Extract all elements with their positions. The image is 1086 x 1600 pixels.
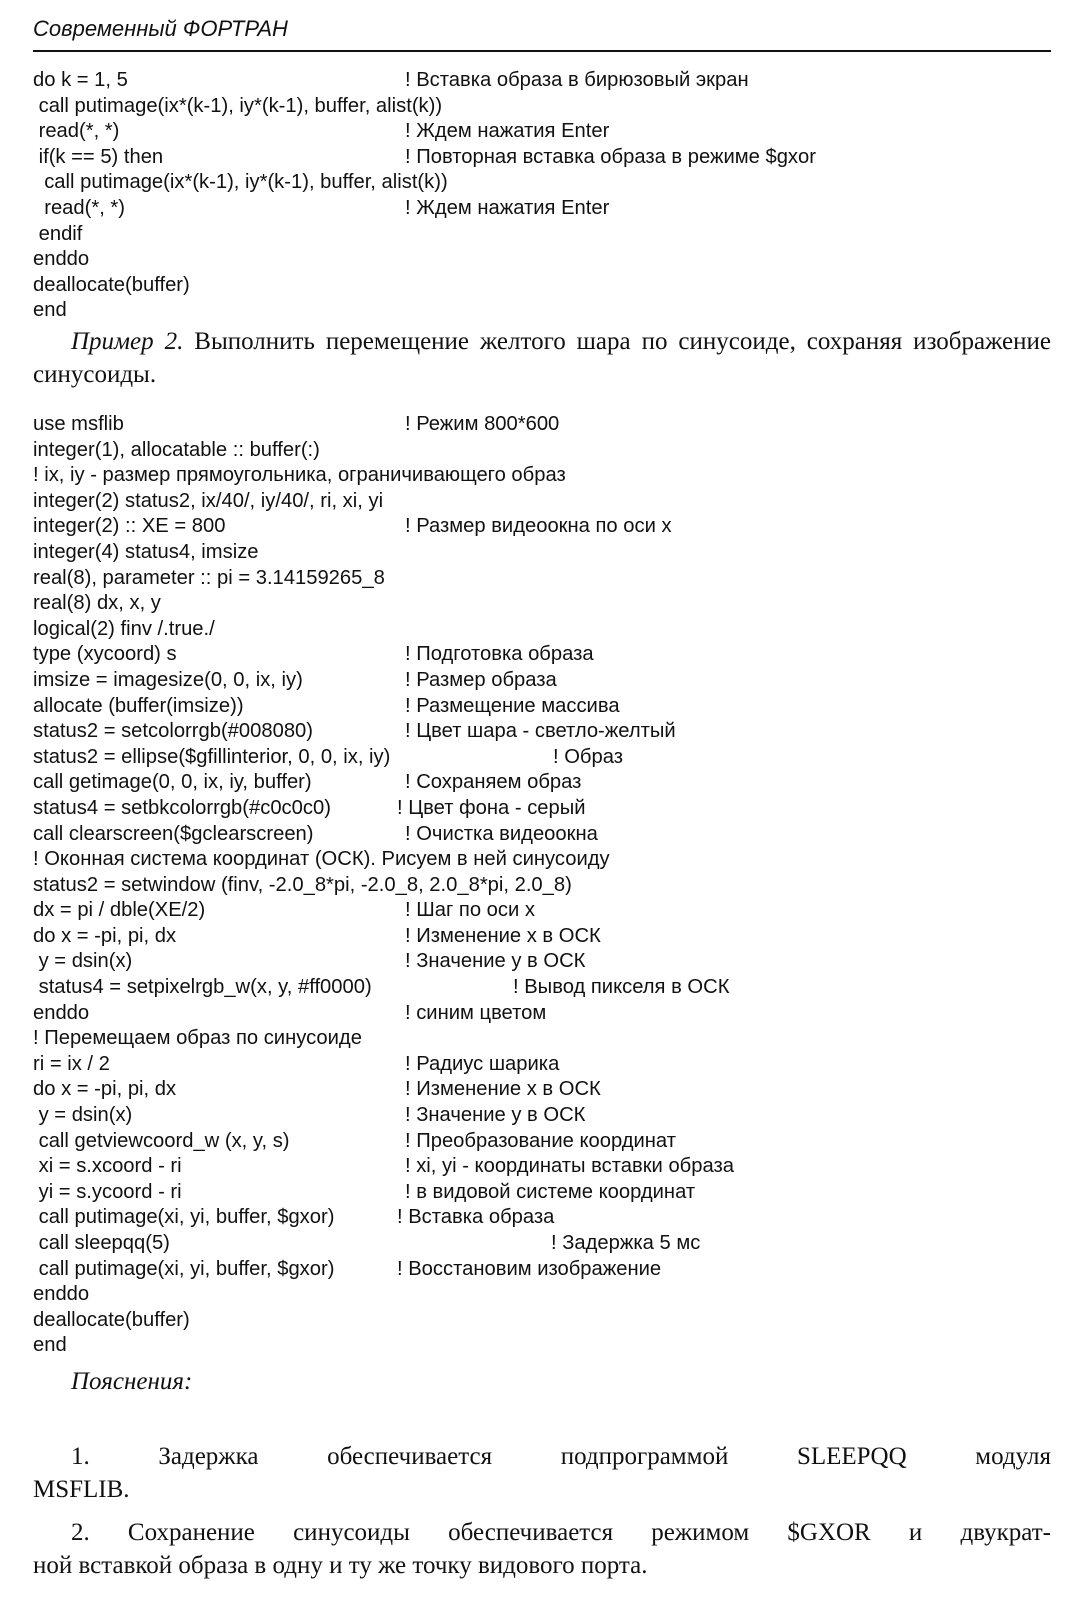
code-statement: real(8) dx, x, y bbox=[33, 592, 161, 615]
code-statement: deallocate(buffer) bbox=[33, 273, 190, 296]
code-block-2 bbox=[33, 412, 1073, 1359]
code-statement: ! Оконная система координат (ОСК). Рисуем в ней синусоиду bbox=[33, 848, 610, 871]
code-comment: ! в видовой системе координат bbox=[405, 1180, 696, 1203]
explanations-label: Пояснения: bbox=[71, 1368, 193, 1395]
code-line bbox=[33, 949, 1073, 975]
code-comment: ! Изменение x в ОСК bbox=[405, 1078, 601, 1101]
code-line bbox=[33, 247, 1073, 273]
explanation-item-1 bbox=[33, 1440, 1051, 1506]
code-statement: call putimage(ix*(k-1), iy*(k-1), buffer, alist(k)) bbox=[33, 94, 443, 117]
code-comment: ! Шаг по оси x bbox=[405, 899, 535, 922]
code-comment: ! Значение y в ОСК bbox=[405, 950, 586, 973]
code-line bbox=[33, 438, 1073, 464]
code-comment: ! Сохраняем образ bbox=[405, 771, 582, 794]
code-statement: call getimage(0, 0, ix, iy, buffer) bbox=[33, 771, 312, 794]
code-line bbox=[33, 719, 1073, 745]
code-statement: call sleepqq(5) bbox=[33, 1232, 170, 1254]
code-comment: ! Ждем нажатия Enter bbox=[405, 120, 610, 143]
code-statement: logical(2) finv /.true./ bbox=[33, 617, 215, 640]
code-comment: ! Образ bbox=[553, 745, 623, 768]
code-line bbox=[33, 540, 1073, 566]
code-statement: do k = 1, 5 bbox=[33, 69, 128, 91]
code-statement: status2 = ellipse($gfillinterior, 0, 0, ix, iy) bbox=[33, 745, 391, 768]
explanation-item-2 bbox=[33, 1516, 1051, 1582]
code-line bbox=[33, 1282, 1073, 1308]
code-statement: integer(1), allocatable :: buffer(:) bbox=[33, 438, 320, 461]
code-comment: ! Вставка образа bbox=[397, 1206, 555, 1229]
code-line bbox=[33, 1180, 1073, 1206]
code-statement: status2 = setcolorrgb(#008080) bbox=[33, 720, 313, 743]
explanations-heading bbox=[33, 1365, 1051, 1398]
example-2-text: Выполнить перемещение желтого шара по синусоиде, сохраняя изображение синусоиды. bbox=[33, 328, 1052, 388]
code-line bbox=[33, 668, 1073, 694]
code-line bbox=[33, 617, 1073, 643]
explanation-item-2-line-1: 2. Сохранение синусоиды обеспечивается режимом $GXOR и двукрат- bbox=[71, 1519, 1051, 1546]
explanation-item-1-line-2: MSFLIB. bbox=[33, 1476, 130, 1503]
code-statement: real(8), parameter :: pi = 3.14159265_8 bbox=[33, 566, 385, 589]
code-line bbox=[33, 898, 1073, 924]
code-statement: dx = pi / dble(XE/2) bbox=[33, 899, 206, 922]
example-2-label: Пример 2. bbox=[71, 328, 184, 355]
code-line bbox=[33, 1257, 1073, 1283]
code-statement: call getviewcoord_w (x, y, s) bbox=[33, 1129, 290, 1152]
code-statement: integer(2) status2, ix/40/, iy/40/, ri, xi, yi bbox=[33, 489, 384, 512]
code-statement: y = dsin(x) bbox=[33, 1104, 133, 1127]
code-line bbox=[33, 566, 1073, 592]
code-comment: ! Преобразование координат bbox=[405, 1129, 676, 1152]
code-statement: status4 = setbkcolorrgb(#c0c0c0) bbox=[33, 796, 331, 819]
code-line bbox=[33, 796, 1073, 822]
code-line bbox=[33, 975, 1073, 1001]
code-statement: integer(4) status4, imsize bbox=[33, 540, 259, 563]
code-line bbox=[33, 514, 1073, 540]
code-comment: ! Режим 800*600 bbox=[405, 413, 560, 435]
code-block-1 bbox=[33, 68, 1073, 324]
code-line bbox=[33, 1077, 1073, 1103]
code-line bbox=[33, 68, 1073, 94]
code-comment: ! Размер образа bbox=[405, 668, 557, 691]
code-statement: status4 = setpixelrgb_w(x, y, #ff0000) bbox=[33, 976, 372, 999]
code-line bbox=[33, 1205, 1073, 1231]
code-line bbox=[33, 196, 1073, 222]
code-line bbox=[33, 1103, 1073, 1129]
example-2-paragraph bbox=[33, 325, 1051, 391]
code-comment: ! Цвет шара - светло-желтый bbox=[405, 720, 676, 743]
code-line bbox=[33, 94, 1073, 120]
code-statement: integer(2) :: XE = 800 bbox=[33, 515, 226, 538]
code-comment: ! Радиус шарика bbox=[405, 1052, 560, 1075]
code-line bbox=[33, 1333, 1073, 1359]
code-statement: end bbox=[33, 299, 67, 322]
code-line bbox=[33, 847, 1073, 873]
code-line bbox=[33, 1026, 1073, 1052]
code-comment: ! Подготовка образа bbox=[405, 643, 594, 666]
explanation-item-1-line-1: 1. Задержка обеспечивается подпрограммой SLEEPQQ модуля bbox=[71, 1443, 1051, 1470]
code-line bbox=[33, 412, 1073, 438]
code-line bbox=[33, 222, 1073, 248]
code-statement: read(*, *) bbox=[33, 120, 120, 143]
code-line bbox=[33, 273, 1073, 299]
code-line bbox=[33, 170, 1073, 196]
code-statement: yi = s.ycoord - ri bbox=[33, 1180, 182, 1203]
code-line bbox=[33, 145, 1073, 171]
code-statement: ri = ix / 2 bbox=[33, 1052, 110, 1075]
code-statement: enddo bbox=[33, 1001, 90, 1024]
code-line bbox=[33, 119, 1073, 145]
code-line bbox=[33, 463, 1073, 489]
code-comment: ! Повторная вставка образа в режиме $gxor bbox=[405, 145, 816, 168]
code-statement: read(*, *) bbox=[33, 196, 125, 219]
code-line bbox=[33, 1308, 1073, 1334]
code-statement: status2 = setwindow (finv, -2.0_8*pi, -2.0_8, 2.0_8*pi, 2.0_8) bbox=[33, 873, 572, 896]
code-line bbox=[33, 489, 1073, 515]
header-rule bbox=[33, 50, 1051, 52]
code-statement: call putimage(xi, yi, buffer, $gxor) bbox=[33, 1206, 335, 1229]
code-line bbox=[33, 873, 1073, 899]
code-line bbox=[33, 298, 1073, 324]
code-line bbox=[33, 770, 1073, 796]
code-line bbox=[33, 642, 1073, 668]
code-statement: ! ix, iy - размер прямоугольника, ограничивающего образ bbox=[33, 464, 566, 487]
code-statement: ! Перемещаем образ по синусоиде bbox=[33, 1027, 362, 1050]
code-comment: ! Вставка образа в бирюзовый экран bbox=[405, 69, 749, 91]
code-statement: if(k == 5) then bbox=[33, 145, 164, 168]
code-statement: call putimage(ix*(k-1), iy*(k-1), buffer, alist(k)) bbox=[33, 171, 448, 194]
code-line bbox=[33, 1052, 1073, 1078]
code-line bbox=[33, 1231, 1073, 1257]
code-statement: do x = -pi, pi, dx bbox=[33, 1078, 177, 1101]
code-comment: ! Изменение x в ОСК bbox=[405, 924, 601, 947]
code-line bbox=[33, 822, 1073, 848]
running-header: Современный ФОРТРАН bbox=[33, 16, 288, 41]
code-line bbox=[33, 1129, 1073, 1155]
code-line bbox=[33, 591, 1073, 617]
code-comment: ! Значение y в ОСК bbox=[405, 1104, 586, 1127]
code-statement: deallocate(buffer) bbox=[33, 1308, 190, 1331]
code-statement: use msflib bbox=[33, 413, 124, 435]
explanation-item-2-line-2: ной вставкой образа в одну и ту же точку видового порта. bbox=[33, 1552, 648, 1579]
code-statement: enddo bbox=[33, 1283, 90, 1306]
code-statement: endif bbox=[33, 222, 83, 245]
code-line bbox=[33, 1001, 1073, 1027]
code-comment: ! Восстановим изображение bbox=[397, 1257, 662, 1280]
code-line bbox=[33, 745, 1073, 771]
code-statement: xi = s.xcoord - ri bbox=[33, 1155, 182, 1178]
code-comment: ! Цвет фона - серый bbox=[397, 796, 586, 819]
code-comment: ! Ждем нажатия Enter bbox=[405, 196, 610, 219]
code-statement: enddo bbox=[33, 248, 90, 271]
code-comment: ! Размещение массива bbox=[405, 694, 620, 717]
code-statement: imsize = imagesize(0, 0, ix, iy) bbox=[33, 668, 303, 691]
code-comment: ! Вывод пикселя в ОСК bbox=[513, 976, 730, 999]
code-line bbox=[33, 694, 1073, 720]
code-comment: ! Задержка 5 мс bbox=[551, 1232, 701, 1254]
code-statement: end bbox=[33, 1334, 67, 1357]
code-statement: y = dsin(x) bbox=[33, 950, 133, 973]
code-comment: ! xi, yi - координаты вставки образа bbox=[405, 1155, 734, 1178]
code-line bbox=[33, 924, 1073, 950]
code-statement: call clearscreen($gclearscreen) bbox=[33, 822, 314, 845]
code-statement: do x = -pi, pi, dx bbox=[33, 924, 177, 947]
code-statement: allocate (buffer(imsize)) bbox=[33, 694, 244, 717]
code-statement: call putimage(xi, yi, buffer, $gxor) bbox=[33, 1257, 335, 1280]
code-comment: ! Очистка видеоокна bbox=[405, 822, 598, 845]
code-comment: ! Размер видеоокна по оси x bbox=[405, 515, 672, 538]
code-comment: ! синим цветом bbox=[405, 1001, 547, 1024]
code-line bbox=[33, 1154, 1073, 1180]
code-statement: type (xycoord) s bbox=[33, 643, 177, 666]
